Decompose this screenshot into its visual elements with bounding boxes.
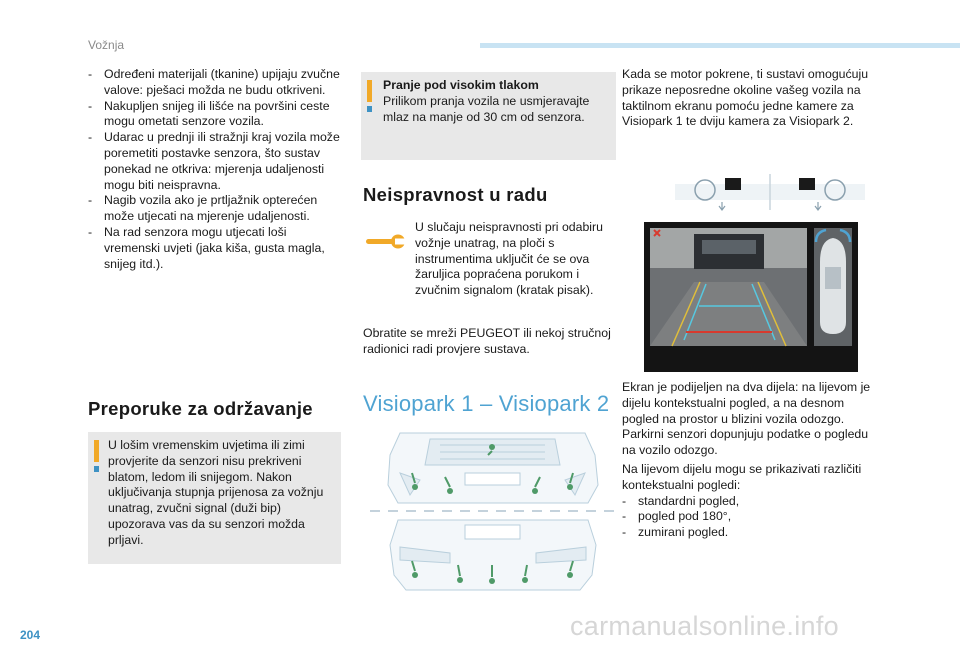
list-item: - standardni pogled, xyxy=(622,494,884,510)
screen-description: Ekran je podijeljen na dva dijela: na lijevom je dijelu kontekstualni pogled, a na desnom pogled na prostor u blizini vozila odozgo. Parkirni senzori dopunjuju podatke o pogledu na vozilo odozgo. xyxy=(622,380,871,458)
camera-screen-illustration xyxy=(644,222,858,372)
info-dot xyxy=(94,466,99,472)
views-section xyxy=(622,462,884,541)
list-item: - zumirani pogled. xyxy=(622,525,884,541)
visiopark-heading: Visiopark 1 – Visiopark 2 xyxy=(363,391,610,416)
maintenance-note-text: U lošim vremenskim uvjetima ili zimi provjerite da senzori nisu prekriveni blatom, ledom ili snijegom. Nakon uključivanja stupnja prijenosa za vožnju unatrag, zvučni signal (duži bip) upozorava vas da su senzori možda prljavi. xyxy=(108,438,324,547)
info-dot xyxy=(367,106,372,112)
info-bar-icon xyxy=(94,440,99,462)
watermark: carmanualsonline.info xyxy=(570,611,839,641)
fault-text: U slučaju neispravnosti pri odabiru vožnje unatrag, na ploči s instrumentima uključit će se ova žaruljica popraćena porukom i zvučnim signalom (kratak pisak). xyxy=(415,220,603,298)
list-item: - Određeni materijali (tkanine) upijaju zvučne valove: pješaci možda ne budu otkriveni. xyxy=(88,67,343,99)
list-item: - pogled pod 180°, xyxy=(622,509,884,525)
limitations-list xyxy=(88,67,343,272)
views-list xyxy=(622,494,884,541)
list-item: - Nagib vozila ako je prtljažnik opterećen može utjecati na mjerenje udaljenosti. xyxy=(88,193,343,225)
fault-heading: Neispravnost u radu xyxy=(363,184,548,205)
sensor-locations-illustration xyxy=(370,425,615,600)
fault-contact-text: Obratite se mreži PEUGEOT ili nekoj stručnoj radionici radi provjere sustava. xyxy=(363,326,611,356)
list-item: - Na rad senzora mogu utjecati loši vremenski uvjeti (jaka kiša, gusta magla, snijeg itd.). xyxy=(88,225,343,272)
views-intro: Na lijevom dijelu mogu se prikazivati različiti kontekstualni pogledi: xyxy=(622,462,862,492)
camera-view-icon xyxy=(675,172,865,212)
list-item: - Udarac u prednji ili stražnji kraj vozila može poremetiti postavke senzora, što sustav ponekad ne otkriva: mjerenja udaljenosti mogu biti neispravna. xyxy=(88,130,343,193)
page-number: 204 xyxy=(20,628,41,642)
pressure-wash-note xyxy=(361,72,616,160)
wrench-warning-icon xyxy=(364,230,406,252)
visiopark-intro: Kada se motor pokrene, ti sustavi omogućuju prikaze neposredne okoline vašeg vozila na taktilnom ekranu pomoću jedne kamere za Visiopark 1 te dviju kamera za Visiopark 2. xyxy=(622,67,869,129)
note-body: Prilikom pranja vozila ne usmjeravajte mlaz na manje od 30 cm od senzora. xyxy=(383,93,590,124)
section-label: Vožnja xyxy=(88,38,125,52)
maintenance-note xyxy=(88,432,341,564)
info-bar-icon xyxy=(367,80,372,102)
note-title: Pranje pod visokim tlakom xyxy=(383,78,539,92)
header-bar xyxy=(480,43,960,48)
maintenance-heading: Preporuke za održavanje xyxy=(88,398,313,419)
list-item: - Nakupljen snijeg ili lišće na površini ceste mogu ometati senzore vozila. xyxy=(88,99,343,131)
